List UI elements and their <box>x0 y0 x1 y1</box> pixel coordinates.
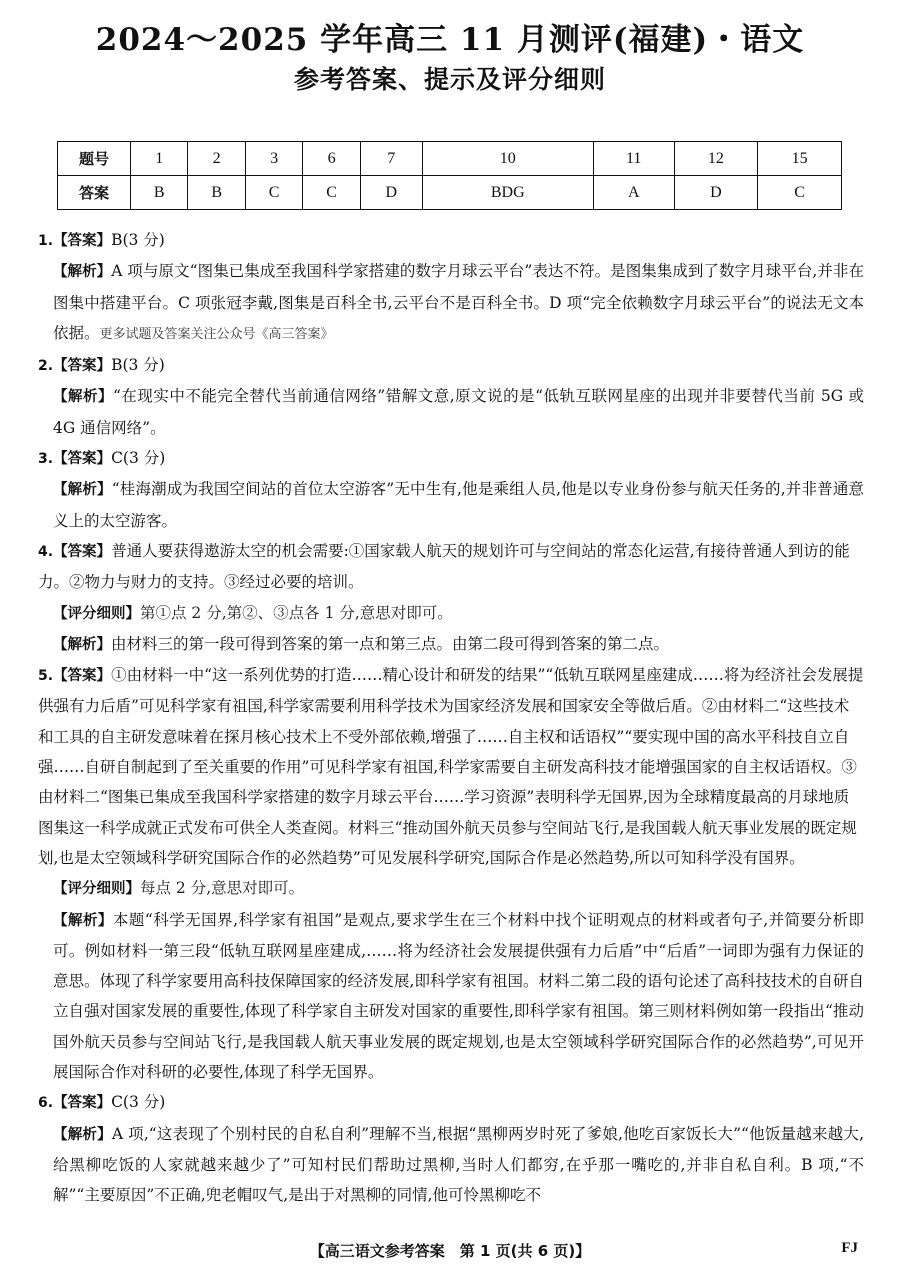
footer-region-code: FJ <box>841 1240 858 1256</box>
q2-analysis-text: “在现实中不能完全替代当前通信网络”错解文意,原文说的是“低轨互联网星座的出现并非要替代当前 5G 或 4G 通信网络”。 <box>53 387 864 437</box>
table-cell: 7 <box>360 142 422 176</box>
table-cell: D <box>674 176 758 210</box>
q3-analysis-text: “桂海潮成为我国空间站的首位太空游客”无中生有,他是乘组人员,他是以专业身份参与航天任务的,并非普通意义上的太空游客。 <box>53 480 865 530</box>
table-cell: C <box>303 176 360 210</box>
q6-answer: C(3 分) <box>111 1093 166 1112</box>
question-number: 1. <box>38 233 54 249</box>
table-row-label: 题号 <box>58 142 131 176</box>
answer-explanations <box>38 225 864 1211</box>
answer-label: 【答案】 <box>53 358 112 375</box>
table-row-label: 答案 <box>58 176 131 210</box>
analysis-label: 【解析】 <box>53 482 112 499</box>
scoring-label: 【评分细则】 <box>53 881 140 898</box>
q3-analysis <box>38 474 864 536</box>
q1-answer-line <box>38 225 864 256</box>
table-cell: 10 <box>422 142 593 176</box>
q1-analysis <box>38 256 864 350</box>
table-cell: C <box>245 176 302 210</box>
table-cell: C <box>758 176 842 210</box>
analysis-label: 【解析】 <box>53 389 113 406</box>
q5-answer-line <box>38 660 864 873</box>
q6-answer-line <box>38 1087 864 1118</box>
answer-label: 【答案】 <box>53 668 112 685</box>
answer-label: 【答案】 <box>53 233 112 249</box>
question-number: 3. <box>38 451 54 468</box>
table-cell: 11 <box>593 142 674 176</box>
q2-answer-line <box>38 350 864 381</box>
analysis-label: 【解析】 <box>53 264 112 281</box>
page-footer: 【高三语文参考答案 第 1 页(共 6 页)】 <box>309 1242 591 1260</box>
scoring-label: 【评分细则】 <box>53 605 140 622</box>
q4-answer-line <box>38 536 864 598</box>
q5-scoring-text: 每点 2 分,意思对即可。 <box>140 879 305 898</box>
q5-answer: ①由材料一中“这一系列优势的打造……精心设计和研发的结果”“低轨互联网星座建成……将为经济社会发展提供强有力后盾”可见科学家有祖国,科学家需要利用科学技术为国家经济发展和国家安全等做后盾。②由材料二“这些技术和工具的自主研发意味着在探月核心技术上不受外部依赖,增强了……自主权和话语权”“要实现中国的高水平科技自立自强……自研自制起到了至关重要的作用”可见科学家有祖国,科学家需要自主研发高科技才能增强国家的自主权话语权。③由材料二“图集已集成至我国科学家搭建的数字月球云平台……学习资源”表明科学无国界,因为全球精度最高的月球地质图集这一科学成就正式发布可供全人类查阅。材料三“推动国外航天员参与空间站飞行,是我国载人航天事业发展的既定规划,也是太空领域科学研究国际合作的必然趋势”可见发展科学研究,国际合作是必然趋势,所以可知科学没有国界。 <box>38 666 864 867</box>
q2-answer: B(3 分) <box>111 356 165 375</box>
q5-analysis <box>38 905 864 1088</box>
analysis-label: 【解析】 <box>53 912 113 929</box>
answer-label: 【答案】 <box>53 1095 112 1112</box>
question-number: 5. <box>38 668 54 685</box>
analysis-label: 【解析】 <box>53 1126 112 1143</box>
q4-answer: 普通人要获得遨游太空的机会需要:①国家载人航天的规划许可与空间站的常态化运营,有接待普通人到访的能力。②物力与财力的支持。③经过必要的培训。 <box>38 541 850 592</box>
q4-scoring <box>38 598 864 629</box>
table-cell: B <box>131 176 188 210</box>
q2-analysis <box>38 381 864 443</box>
page-subtitle: 参考答案、提示及评分细则 <box>293 65 606 94</box>
answer-label: 【答案】 <box>53 543 112 560</box>
table-cell: B <box>188 176 245 210</box>
q1-answer: B(3 分) <box>111 231 165 249</box>
table-cell: 6 <box>303 142 360 176</box>
q1-analysis-text: A 项与原文“图集已集成至我国科学家搭建的数字月球云平台”表达不符。是图集集成到了数字月球平台,并非在图集中搭建平台。C 项张冠李戴,图集是百科全书,云平台不是百科全书。D 项“完全依赖数字月球云平台”的说法无文本依据。 <box>53 262 864 342</box>
q4-analysis-text: 由材料三的第一段可得到答案的第一点和第三点。由第二段可得到答案的第二点。 <box>111 634 670 653</box>
table-cell: BDG <box>422 176 593 210</box>
q3-answer: C(3 分) <box>111 449 166 468</box>
answer-table <box>57 141 842 210</box>
answer-table-answer-row <box>58 176 842 210</box>
q5-analysis-text: 本题“科学无国界,科学家有祖国”是观点,要求学生在三个材料中找个证明观点的材料或者句子,并简要分析即可。例如材料一第三段“低轨互联网星座建成,……将为经济社会发展提供强有力后盾”中“后盾”一词即为强有力保证的意思。体现了科学家要用高科技保障国家的经济发展,即科学家有祖国。材料二第二段的语句论述了高科技技术的自研自立自强对国家发展的重要性,体现了科学家自主研发对国家的重要性,即科学家有祖国。第三则材料例如第一段指出“推动国外航天员参与空间站飞行,是我国载人航天事业发展的既定规划,也是太空领域科学研究国际合作的必然趋势”,可见开展国际合作对科研的必要性,体现了科学无国界。 <box>53 910 865 1082</box>
page-title: 2024～2025 学年高三 11 月测评(福建)・语文 <box>95 22 805 58</box>
q6-analysis-text: A 项,“这表现了个别村民的自私自利”理解不当,根据“黑柳两岁时死了爹娘,他吃百家饭长大”“他饭量越来越大,给黑柳吃饭的人家就越来越少了”可知村民们帮助过黑柳,当时人们都穷,在乎那一嘴吃的,并非自私自利。B 项,“不解”“主要原因”不正确,兜老帽叹气,是出于对黑柳的同情,他可怜黑柳吃不 <box>53 1124 865 1205</box>
table-cell: 2 <box>188 142 245 176</box>
q4-scoring-text: 第①点 2 分,第②、③点各 1 分,意思对即可。 <box>140 603 453 622</box>
q4-analysis <box>38 629 864 660</box>
question-number: 4. <box>38 543 54 560</box>
table-cell: 15 <box>758 142 842 176</box>
q3-answer-line <box>38 443 864 474</box>
table-cell: 3 <box>245 142 302 176</box>
table-cell: D <box>360 176 422 210</box>
table-cell: 12 <box>674 142 758 176</box>
question-number: 6. <box>38 1095 54 1112</box>
q6-analysis <box>38 1119 864 1211</box>
promo-note: 更多试题及答案关注公众号《高三答案》 <box>99 326 334 342</box>
table-cell: 1 <box>131 142 188 176</box>
analysis-label: 【解析】 <box>53 636 111 653</box>
table-cell: A <box>593 176 674 210</box>
question-number: 2. <box>38 358 54 375</box>
answer-label: 【答案】 <box>53 451 112 468</box>
answer-table-number-row <box>58 142 842 176</box>
q5-scoring <box>38 873 864 904</box>
